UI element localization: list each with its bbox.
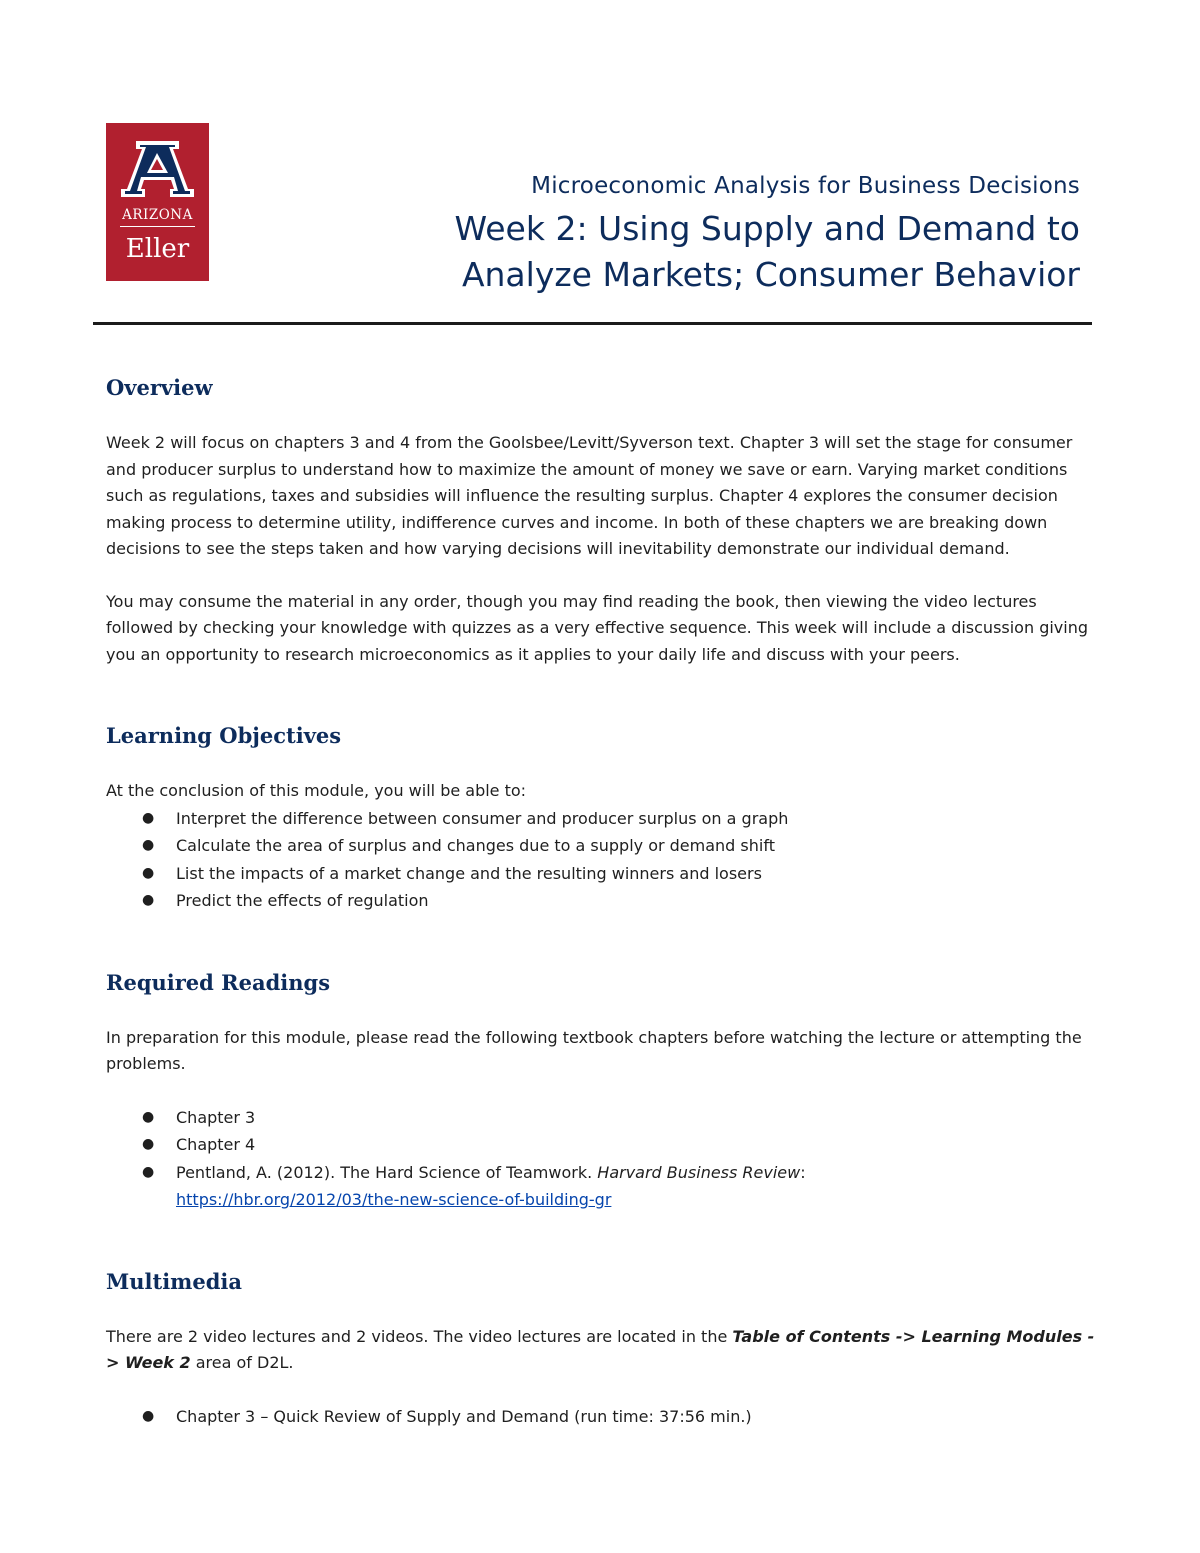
logo-college: Eller [125,234,190,264]
document-body [106,372,1096,1430]
readings-heading: Required Readings [106,969,331,995]
overview-heading: Overview [106,375,213,400]
logo-university: ARIZONA [122,207,193,223]
bullet-icon: ● [142,837,155,853]
document-header [455,170,1080,298]
list-item: ● Pentland, A. (2012). The Hard Science of Teamwork. Harvard Business Review: https://hbr.org/2012/03/the-new-science-of-building-gr [106,1159,1096,1214]
list-item: ● Chapter 4 [106,1131,1096,1159]
bullet-icon: ● [142,892,155,908]
article-link[interactable]: https://hbr.org/2012/03/the-new-science-of-building-gr [176,1190,612,1209]
readings-list [106,1104,1096,1214]
bullet-icon: ● [142,864,155,881]
block-a-icon [121,141,194,197]
list-item: ● List the impacts of a market change and the resulting winners and losers [106,860,1096,888]
list-item: ● Interpret the difference between consumer and producer surplus on a graph [106,805,1096,833]
bullet-icon: ● [142,809,155,826]
multimedia-heading: Multimedia [106,1268,243,1294]
d2l-location: Table of Contents -> Learning Modules -> Week 2 [106,1326,1095,1372]
journal-name: Harvard Business Review [597,1162,801,1182]
list-item: ● Chapter 3 – Quick Review of Supply and Demand (run time: 37:56 min.) [106,1403,1096,1431]
course-title: Microeconomic Analysis for Business Decisions [531,173,1080,199]
overview-paragraph-2: You may consume the material in any order, though you may find reading the book, then viewing the video lectures followed by checking your knowledge with quizzes as a very effective sequence. This week will include a discussion giving you an opportunity to research microeconomics as it applies to your daily life and discuss with your peers. [106,591,1089,664]
objectives-heading: Learning Objectives [106,723,342,748]
readings-intro: In preparation for this module, please read the following textbook chapters before watching the lecture or attempting the problems. [106,1027,1082,1073]
bullet-icon: ● [142,1163,155,1180]
bullet-icon: ● [142,1136,155,1152]
arizona-eller-logo [106,123,209,281]
multimedia-intro: There are 2 video lectures and 2 videos. The video lectures are located in the Table of Contents -> Learning Modules -> Week 2 area of D2L. [106,1326,1095,1372]
bullet-icon: ● [142,1108,155,1125]
week-title-line2: Analyze Markets; Consumer Behavior [461,255,1080,294]
list-item: ● Predict the effects of regulation [106,887,1096,915]
list-item: ● Calculate the area of surplus and changes due to a supply or demand shift [106,832,1096,860]
overview-paragraph-1: Week 2 will focus on chapters 3 and 4 from the Goolsbee/Levitt/Syverson text. Chapter 3 will set the stage for consumer and producer surplus to understand how to maximize the amount of money we save or earn. Varying market conditions such as regulations, taxes and subsidies will influence the resulting surplus. Chapter 4 explores the consumer decision making process to determine utility, indifference curves and income. In both of these chapters we are breaking down decisions to see the steps taken and how varying decisions will inevitability demonstrate our individual demand. [106,433,1073,558]
multimedia-list [106,1403,1096,1431]
week-title-line1: Week 2: Using Supply and Demand to [454,209,1080,248]
header-rule [93,322,1092,325]
logo-divider [120,226,195,227]
objectives-list [106,805,1096,915]
list-item: ● Chapter 3 [106,1104,1096,1132]
bullet-icon: ● [142,1407,155,1424]
objectives-intro: At the conclusion of this module, you will be able to: [106,781,527,800]
